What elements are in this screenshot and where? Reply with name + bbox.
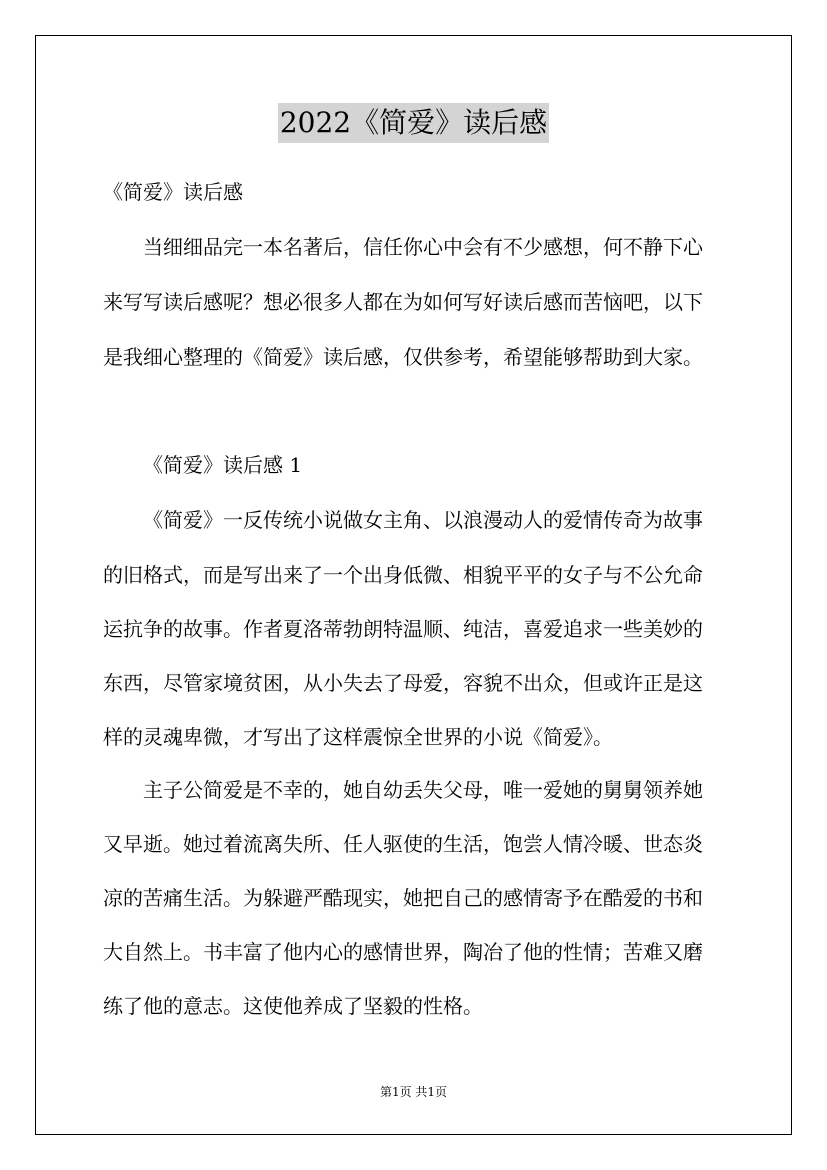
paragraph2-line: 又早逝。她过着流离失所、任人驱使的生活，饱尝人情冷暖、世态炎: [103, 832, 703, 856]
intro-line: 是我细心整理的《简爱》读后感，仅供参考，希望能够帮助到大家。: [103, 345, 703, 369]
paragraph1-line: 运抗争的故事。作者夏洛蒂勃朗特温顺、纯洁，喜爱追求一些美妙的: [103, 617, 703, 641]
intro-line: 当细细品完一本名著后，信任你心中会有不少感想，何不静下心: [143, 235, 703, 259]
document-subtitle: 《简爱》读后感: [103, 180, 243, 204]
paragraph1-line: 的旧格式，而是写出来了一个出身低微、相貌平平的女子与不公允命: [103, 563, 703, 587]
paragraph1-line: 样的灵魂卑微，才写出了这样震惊全世界的小说《简爱》。: [103, 725, 613, 749]
paragraph1-line: 《简爱》一反传统小说做女主角、以浪漫动人的爱情传奇为故事: [143, 508, 703, 532]
page-footer: 第1页 共1页: [379, 1085, 448, 1099]
paragraph2-line: 练了他的意志。这使他养成了坚毅的性格。: [103, 994, 483, 1018]
paragraph2-line: 大自然上。书丰富了他内心的感情世界，陶冶了他的性情；苦难又磨: [103, 940, 703, 964]
section-heading: 《简爱》读后感 1: [143, 453, 303, 477]
title-container: [0, 103, 827, 143]
document-title: 2022《简爱》读后感: [278, 103, 549, 143]
paragraph1-line: 东西，尽管家境贫困，从小失去了母爱，容貌不出众，但或许正是这: [103, 671, 703, 695]
paragraph2-line: 主子公简爱是不幸的，她自幼丢失父母，唯一爱她的舅舅领养她: [143, 778, 703, 802]
paragraph2-line: 凉的苦痛生活。为躲避严酷现实，她把自己的感情寄予在酷爱的书和: [103, 886, 703, 910]
intro-line: 来写写读后感呢？想必很多人都在为如何写好读后感而苦恼吧，以下: [103, 290, 703, 314]
